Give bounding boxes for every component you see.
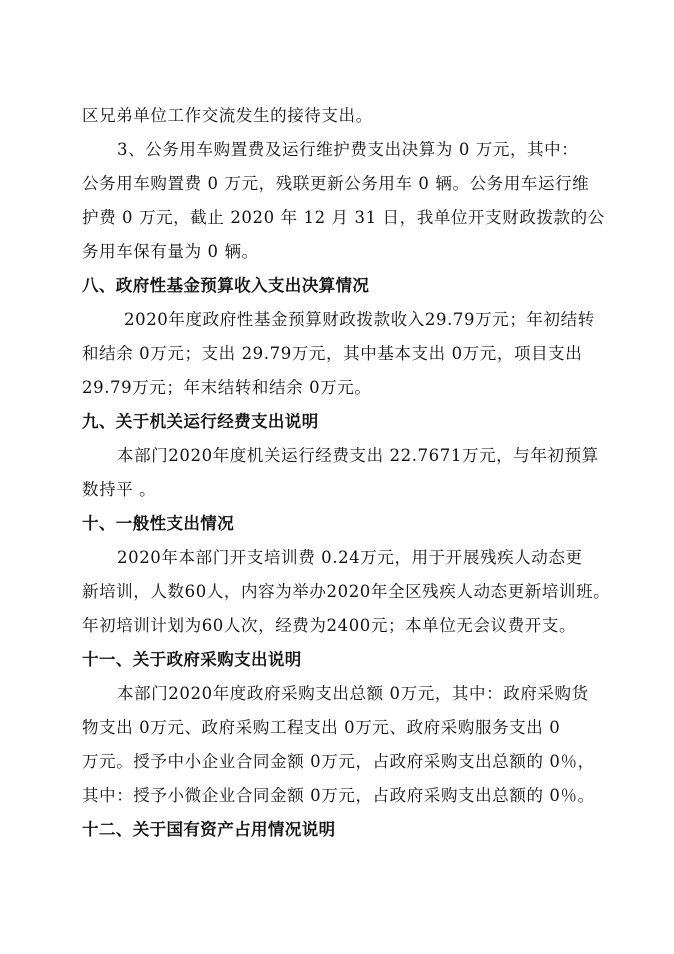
paragraph-line: 护费 0 万元，截止 2020 年 12 月 31 日，我单位开支财政拨款的公 bbox=[82, 208, 605, 227]
paragraph-line: 物支出 0万元、政府采购工程支出 0万元、政府采购服务支出 0 bbox=[82, 718, 561, 737]
paragraph-line: 2020年度政府性基金预算财政拨款收入29.79万元；年初结转 bbox=[124, 310, 595, 329]
paragraph-line: 务用车保有量为 0 辆。 bbox=[82, 242, 259, 261]
paragraph-line: 年初培训计划为60人次，经费为2400元；本单位无会议费开支。 bbox=[82, 616, 577, 635]
section-heading: 九、关于机关运行经费支出说明 bbox=[82, 412, 319, 431]
paragraph-line: 本部门2020年度政府采购支出总额 0万元，其中：政府采购货 bbox=[117, 684, 589, 703]
section-heading: 十、一般性支出情况 bbox=[82, 514, 235, 533]
paragraph-line: 新培训，人数60人，内容为举办2020年全区残疾人动态更新培训班。 bbox=[82, 582, 611, 601]
paragraph-line: 和结余 0万元；支出 29.79万元，其中基本支出 0万元，项目支出 bbox=[82, 344, 583, 363]
paragraph-line: 公务用车购置费 0 万元，残联更新公务用车 0 辆。公务用车运行维 bbox=[82, 174, 590, 193]
paragraph-line: 2020年本部门开支培训费 0.24万元，用于开展残疾人动态更 bbox=[117, 548, 583, 567]
document-body bbox=[82, 99, 611, 847]
paragraph-line: 本部门2020年度机关运行经费支出 22.7671万元，与年初预算 bbox=[117, 446, 599, 465]
paragraph-line: 3、公务用车购置费及运行维护费支出决算为 0 万元，其中： bbox=[117, 140, 579, 159]
paragraph-line: 数持平 。 bbox=[82, 480, 157, 499]
paragraph-line: 其中：授予小微企业合同金额 0万元，占政府采购支出总额的 0％。 bbox=[82, 786, 595, 805]
paragraph-line: 万元。授予中小企业合同金额 0万元，占政府采购支出总额的 0％， bbox=[82, 752, 595, 771]
paragraph-line: 区兄弟单位工作交流发生的接待支出。 bbox=[82, 106, 373, 125]
section-heading: 十二、关于国有资产占用情况说明 bbox=[82, 820, 336, 839]
paragraph-line: 29.79万元；年末结转和结余 0万元。 bbox=[82, 378, 372, 397]
section-heading: 八、政府性基金预算收入支出决算情况 bbox=[82, 276, 370, 295]
section-heading: 十一、关于政府采购支出说明 bbox=[82, 650, 302, 669]
